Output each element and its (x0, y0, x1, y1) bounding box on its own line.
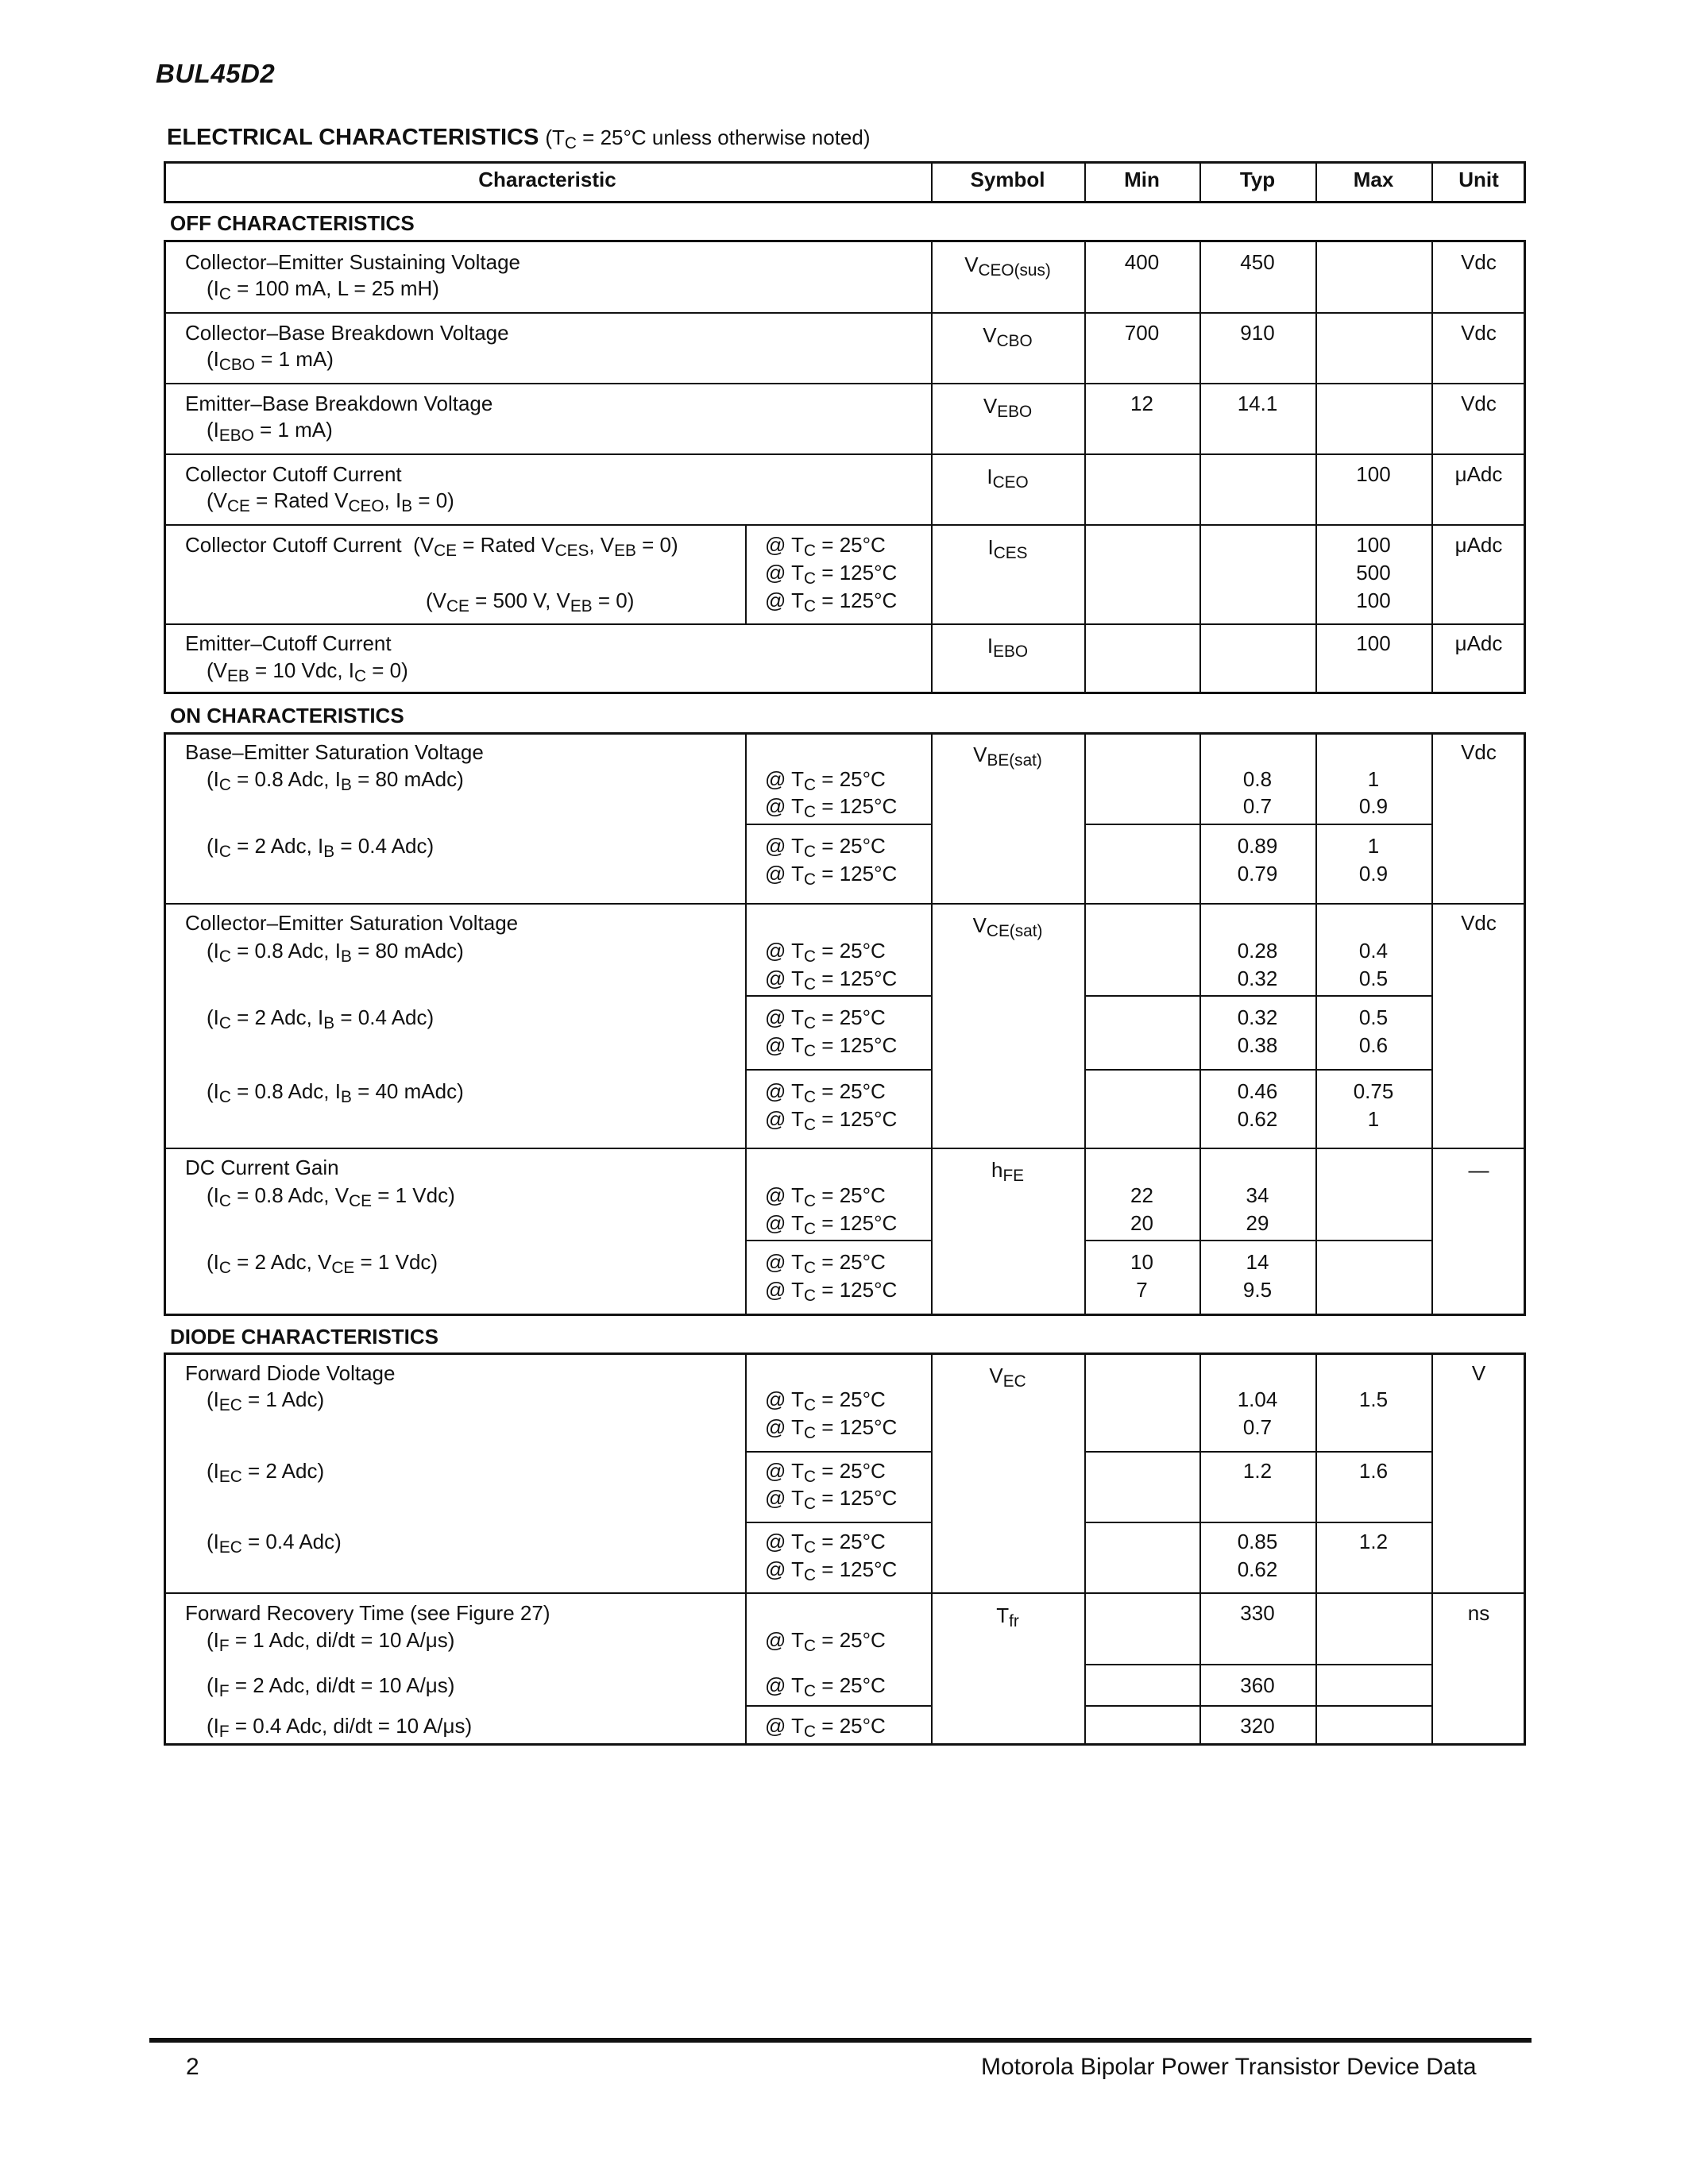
typ-value: 0.32 (1237, 1005, 1278, 1029)
unit: V (1471, 1361, 1486, 1385)
symbol: $V_{EC}$ (989, 1364, 1026, 1391)
typ-value: 34 (1246, 1183, 1269, 1207)
char-condition: ($I_{EC} = 2$ Adc) (207, 1459, 325, 1487)
typ-value: 1.04 (1237, 1387, 1278, 1411)
char-condition: ($I_{CBO} = 1$ mA) (207, 347, 334, 375)
max-value: 1.5 (1358, 1387, 1389, 1411)
char-condition: ($I_{EC} = 1$ Adc) (207, 1387, 325, 1415)
max-value: 0.4 (1358, 939, 1389, 963)
temp-condition: @ $T_C = 125^\circ C$ (765, 561, 898, 588)
temp-condition: @ $T_C = 125^\circ C$ (765, 1415, 898, 1443)
typ-value: 29 (1246, 1211, 1269, 1235)
temp-condition: @ $T_C = 125^\circ C$ (765, 1033, 898, 1061)
max-value: 100 (1356, 588, 1391, 612)
typ-value: 0.79 (1237, 862, 1278, 886)
header-max: Max (1353, 168, 1394, 191)
max-value: 100 (1356, 631, 1391, 655)
temp-condition: @ $T_C = 125^\circ C$ (765, 1486, 898, 1514)
footer-publication: Motorola Bipolar Power Transistor Device Data (981, 2054, 1477, 2080)
temp-condition: @ $T_C = 25^\circ C$ (765, 1183, 886, 1211)
typ-value: 0.62 (1237, 1557, 1278, 1581)
temp-condition: @ $T_C = 125^\circ C$ (765, 588, 898, 616)
symbol: $I_{CES}$ (987, 535, 1028, 563)
symbol: $h_{FE}$ (991, 1158, 1025, 1186)
group-on-characteristics: ON CHARACTERISTICS (170, 704, 404, 727)
max-value: 1 (1367, 834, 1380, 858)
max-value: 0.5 (1358, 967, 1389, 990)
header-typ: Typ (1239, 168, 1276, 191)
max-value: 0.6 (1358, 1033, 1389, 1057)
symbol: $V_{CEO(sus)}$ (964, 253, 1051, 280)
temp-condition: @ $T_C = 25^\circ C$ (765, 767, 886, 795)
min-value: 12 (1130, 392, 1153, 415)
typ-value: 320 (1240, 1714, 1275, 1738)
char-name: Collector Cutoff Current ($V_{CE}$ = Rated $V_{CES}$, $V_{EB} = 0$) (185, 533, 678, 561)
temp-condition: @ $T_C = 25^\circ C$ (765, 1459, 886, 1487)
unit: ns (1467, 1601, 1490, 1625)
typ-value: 450 (1240, 250, 1275, 274)
min-value: 700 (1124, 321, 1160, 345)
group-off-characteristics: OFF CHARACTERISTICS (170, 211, 415, 235)
typ-value: 0.7 (1242, 794, 1273, 818)
char-condition: ($V_{CE}$ = Rated $V_{CEO}$, $I_B = 0$) (207, 488, 454, 516)
part-number: BUL45D2 (156, 59, 276, 88)
char-condition: ($I_C = 2$ Adc, $I_B = 0.4$ Adc) (207, 834, 435, 862)
max-value: 100 (1356, 533, 1391, 557)
temp-condition: @ $T_C = 25^\circ C$ (765, 939, 886, 967)
min-value: 7 (1136, 1278, 1148, 1302)
max-value: 0.75 (1353, 1079, 1394, 1103)
unit: Vdc (1461, 321, 1497, 345)
unit: — (1468, 1158, 1489, 1182)
temp-condition: @ $T_C = 25^\circ C$ (765, 533, 886, 561)
max-value: 0.9 (1358, 862, 1389, 886)
unit: Vdc (1461, 392, 1497, 415)
section-title-main: ELECTRICAL CHARACTERISTICS (167, 125, 539, 150)
char-name: Collector Cutoff Current (185, 462, 402, 486)
min-value: 20 (1130, 1211, 1153, 1235)
temp-condition: @ $T_C = 25^\circ C$ (765, 1673, 886, 1701)
char-condition: ($V_{EB} = 10$ Vdc, $I_C = 0$) (207, 658, 408, 686)
char-name: Emitter–Cutoff Current (185, 631, 392, 655)
typ-value: 0.7 (1242, 1415, 1273, 1439)
char-condition: ($I_{EC} = 0.4$ Adc) (207, 1530, 342, 1557)
char-condition: ($I_{EBO} = 1$ mA) (207, 418, 333, 446)
temp-condition: @ $T_C = 25^\circ C$ (765, 1005, 886, 1033)
temp-condition: @ $T_C = 125^\circ C$ (765, 1278, 898, 1306)
char-condition: ($I_F = 0.4$ Adc, di/dt = 10 A/μs) (207, 1714, 473, 1742)
min-value: 22 (1130, 1183, 1153, 1207)
group-diode-characteristics: DIODE CHARACTERISTICS (170, 1325, 439, 1349)
char-name: Forward Recovery Time (see Figure 27) (185, 1601, 550, 1625)
section-note: ($T_C = 25^\circ C$ unless otherwise noted) (545, 125, 871, 153)
typ-value: 1.2 (1242, 1459, 1273, 1483)
typ-value: 0.89 (1237, 834, 1278, 858)
min-value: 400 (1124, 250, 1160, 274)
temp-condition: @ $T_C = 125^\circ C$ (765, 794, 898, 822)
temp-condition: @ $T_C = 125^\circ C$ (765, 1557, 898, 1585)
typ-value: 9.5 (1242, 1278, 1273, 1302)
temp-condition: @ $T_C = 25^\circ C$ (765, 1714, 886, 1742)
max-value: 0.5 (1358, 1005, 1389, 1029)
header-min: Min (1124, 168, 1160, 191)
temp-condition: @ $T_C = 25^\circ C$ (765, 1387, 886, 1415)
max-value: 500 (1356, 561, 1391, 585)
char-name: Forward Diode Voltage (185, 1361, 396, 1385)
max-value: 0.9 (1358, 794, 1389, 818)
unit: Vdc (1461, 740, 1497, 764)
temp-condition: @ $T_C = 25^\circ C$ (765, 1530, 886, 1557)
char-condition: ($I_C = 0.8$ Adc, $I_B = 80$ mAdc) (207, 767, 464, 795)
max-value: 1.6 (1358, 1459, 1389, 1483)
char-name: Emitter–Base Breakdown Voltage (185, 392, 493, 415)
char-name: DC Current Gain (185, 1156, 339, 1179)
unit: Vdc (1461, 250, 1497, 274)
symbol: $I_{EBO}$ (987, 634, 1029, 662)
temp-condition: @ $T_C = 125^\circ C$ (765, 967, 898, 994)
temp-condition: @ $T_C = 25^\circ C$ (765, 1250, 886, 1278)
header-characteristic: Characteristic (478, 168, 616, 191)
typ-value: 910 (1240, 321, 1275, 345)
char-condition: ($I_C = 2$ Adc, $V_{CE} = 1$ Vdc) (207, 1250, 438, 1278)
typ-value: 14.1 (1237, 392, 1278, 415)
max-value: 1 (1367, 767, 1380, 791)
unit: μAdc (1454, 462, 1503, 486)
char-condition: ($I_C = 100$ mA, L = 25 mH) (207, 276, 439, 304)
symbol: $V_{BE(sat)}$ (973, 743, 1042, 770)
typ-value: 330 (1240, 1601, 1275, 1625)
typ-value: 0.38 (1237, 1033, 1278, 1057)
char-condition: ($I_C = 0.8$ Adc, $I_B = 80$ mAdc) (207, 939, 464, 967)
char-name: Collector–Emitter Sustaining Voltage (185, 250, 521, 274)
unit: Vdc (1461, 911, 1497, 935)
typ-value: 360 (1240, 1673, 1275, 1697)
char-name: Collector–Emitter Saturation Voltage (185, 911, 519, 935)
char-condition: ($I_F = 2$ Adc, di/dt = 10 A/μs) (207, 1673, 455, 1701)
symbol: $I_{CEO}$ (987, 465, 1029, 492)
char-name: Base–Emitter Saturation Voltage (185, 740, 484, 764)
min-value: 10 (1130, 1250, 1153, 1274)
char-condition: ($I_C = 2$ Adc, $I_B = 0.4$ Adc) (207, 1005, 435, 1033)
char-condition: ($I_F = 1$ Adc, di/dt = 10 A/μs) (207, 1628, 455, 1656)
section-title (167, 125, 871, 151)
typ-value: 0.28 (1237, 939, 1278, 963)
char-name: Collector–Base Breakdown Voltage (185, 321, 509, 345)
char-condition: ($V_{CE} = 500$ V, $V_{EB} = 0$) (426, 588, 635, 616)
typ-value: 14 (1246, 1250, 1269, 1274)
temp-condition: @ $T_C = 25^\circ C$ (765, 1079, 886, 1107)
footer-rule (149, 2038, 1532, 2043)
symbol: $T_{fr}$ (996, 1603, 1019, 1631)
temp-condition: @ $T_C = 125^\circ C$ (765, 1107, 898, 1135)
symbol: $V_{CBO}$ (983, 323, 1033, 351)
symbol: $V_{CE(sat)}$ (972, 913, 1043, 941)
char-condition: ($I_C = 0.8$ Adc, $V_{CE} = 1$ Vdc) (207, 1183, 455, 1211)
temp-condition: @ $T_C = 125^\circ C$ (765, 1211, 898, 1239)
typ-value: 0.46 (1237, 1079, 1278, 1103)
unit: μAdc (1454, 631, 1503, 655)
char-condition: ($I_C = 0.8$ Adc, $I_B = 40$ mAdc) (207, 1079, 464, 1107)
max-value: 1.2 (1358, 1530, 1389, 1553)
symbol: $V_{EBO}$ (983, 394, 1033, 422)
typ-value: 0.8 (1242, 767, 1273, 791)
header-symbol: Symbol (970, 168, 1045, 191)
max-value: 1 (1367, 1107, 1380, 1131)
header-unit: Unit (1458, 168, 1499, 191)
typ-value: 0.85 (1237, 1530, 1278, 1553)
typ-value: 0.62 (1237, 1107, 1278, 1131)
typ-value: 0.32 (1237, 967, 1278, 990)
page-number: 2 (186, 2054, 199, 2080)
unit: μAdc (1454, 533, 1503, 557)
temp-condition: @ $T_C = 25^\circ C$ (765, 834, 886, 862)
max-value: 100 (1356, 462, 1391, 486)
temp-condition: @ $T_C = 125^\circ C$ (765, 862, 898, 889)
temp-condition: @ $T_C = 25^\circ C$ (765, 1628, 886, 1656)
